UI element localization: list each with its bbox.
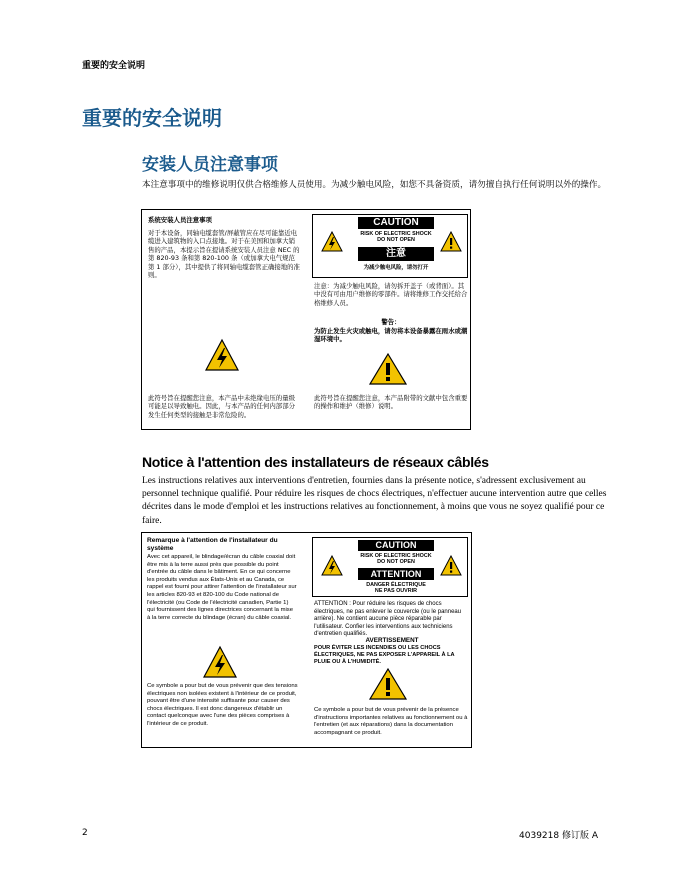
exclamation-caption-fr: Ce symbole a pour but de vous prévenir de la présence d'instructions importantes relatives au fonctionnement ou à l'entretien (et aux réparations) dans la documentation accompagnant ce produit.	[314, 707, 468, 736]
lightning-warning-icon	[321, 231, 343, 253]
exclamation-symbol-icon	[368, 667, 408, 701]
warning-text-cn: 为防止发生火灾或触电，请勿将本设备暴露在雨水或潮湿环境中。	[314, 327, 468, 344]
exclamation-caption-cn: 此符号旨在提醒您注意，本产品附带的文献中包含重要的操作和维护（维修）说明。	[314, 394, 468, 411]
caution-label-fr	[312, 537, 468, 597]
section-heading-cn: 安装人员注意事项	[142, 155, 278, 175]
section-paragraph-fr: Les instructions relatives aux interventions d'entretien, fournies dans la présente notice, s'adressent exclusivement au personnel technique qualifié. Pour réduire les risques de chocs électriques, n'effectuer aucune intervention autre que celles décrites dans le mode d'emploi et les instructions relatives au fonctionnement, à moins que vous ne soyez qualifié pour ce faire.	[142, 476, 607, 526]
lightning-caption-cn: 此符号旨在提醒您注意，本产品中未绝缘电压的量级可能足以导致触电。因此，与本产品的任何内部部分发生任何类型的接触是非常危险的。	[148, 394, 295, 419]
installer-notice-title-cn: 系统安装人员注意事项	[148, 216, 212, 224]
safety-box-cn	[141, 209, 471, 430]
lightning-symbol-icon	[204, 338, 240, 372]
exclamation-warning-icon	[440, 231, 462, 253]
installer-notice-title-fr: Remarque à l'attention de l'installateur du système	[147, 537, 278, 553]
danger-text-1: DANGER ÉLECTRIQUE	[366, 582, 426, 588]
running-header: 重要的安全说明	[82, 61, 146, 71]
caution-heading: CAUTION	[358, 217, 434, 229]
page-number: 2	[82, 828, 88, 838]
lightning-warning-icon	[321, 555, 343, 577]
section-paragraph-cn: 本注意事项中的维修说明仅供合格维修人员使用。为减少触电风险，如您不具备资质，请勿擅自执行任何说明以外的操作。	[142, 180, 607, 190]
caution-note-fr: ATTENTION : Pour réduire les risques de chocs électriques, ne pas enlever le couvercle (ou le panneau arrière). Ne contient aucune pièce réparable par l'utilisateur. Confier les interventions aux techniciens d'entretien qualifiés.	[314, 601, 462, 638]
section-heading-fr: Notice à l'attention des installateurs de réseaux câblés	[142, 454, 489, 470]
zhuyi-subtext: 为减少触电风险，请勿打开	[363, 265, 429, 271]
danger-text-2: NE PAS OUVRIR	[374, 588, 418, 594]
lightning-symbol-icon	[202, 645, 238, 679]
zhuyi-heading: 注意	[358, 247, 434, 261]
risk-text-1: RISK OF ELECTRIC SHOCK	[360, 553, 432, 559]
document-id: 4039218 修订版 A	[519, 831, 598, 841]
exclamation-symbol-icon	[368, 352, 408, 386]
lightning-caption-fr: Ce symbole a pour but de vous prévenir que des tensions électriques non isolées existent à l'intérieur de ce produit, pouvant être d'une intensité suffisante pour causer des chocs électriques. Il est donc dangereux d'établir un contact quelconque avec l'une des pièces comprises à l'intérieur de ce produit.	[147, 683, 298, 727]
warning-title-fr: AVERTISSEMENT	[365, 637, 419, 644]
exclamation-warning-icon	[440, 555, 462, 577]
risk-text-1: RISK OF ELECTRIC SHOCK	[360, 231, 432, 237]
risk-text-2: DO NOT OPEN	[377, 237, 415, 243]
warning-title-cn: 警告：	[381, 318, 401, 326]
installer-notice-text-fr: Avec cet appareil, le blindage/écran du câble coaxial doit être mis à la terre aussi près que possible du point d'entrée du câble dans le bâtiment. En ce qui concerne les produits vendus aux États-Unis et au Canada, ce rappel est fourni pour attirer l'attention de l'installateur sur les articles 820-93 et 820-100 du Code national de l'électricité (ou Code de l'électricité canadien, Partie 1) qui fournissent des lignes directrices concernant la mise à la terre correcte du blindage (écran) du câble coaxial.	[147, 554, 297, 621]
installer-notice-text-cn: 对于本设备，同轴电缆套管/屏蔽管应在尽可能靠近电缆进入建筑物的入口点接地。对于在美国和加拿大销售的产品，本提示旨在提请系统安装人员注意 NEC 的第 820-93 条和第 820-100 条（或加拿大电气规范第 1 部分），其中提供了将同轴电缆套管正确接地的准则。	[148, 229, 300, 280]
safety-box-fr	[141, 532, 472, 748]
caution-note-cn: 注意：为减少触电风险，请勿拆开盖子（或背面）。其中没有可由用户维修的零部件。请将维修工作交托给合格维修人员。	[314, 282, 468, 307]
warning-text-fr: POUR ÉVITER LES INCENDIES OU LES CHOCS ÉLECTRIQUES, NE PAS EXPOSER L'APPAREIL À LA PLUIE OU À L'HUMIDITÉ.	[314, 645, 455, 666]
attention-heading: ATTENTION	[358, 568, 434, 580]
risk-text-2: DO NOT OPEN	[377, 559, 415, 565]
caution-heading: CAUTION	[358, 540, 434, 551]
caution-label-cn	[312, 214, 468, 278]
page-title: 重要的安全说明	[82, 106, 222, 130]
